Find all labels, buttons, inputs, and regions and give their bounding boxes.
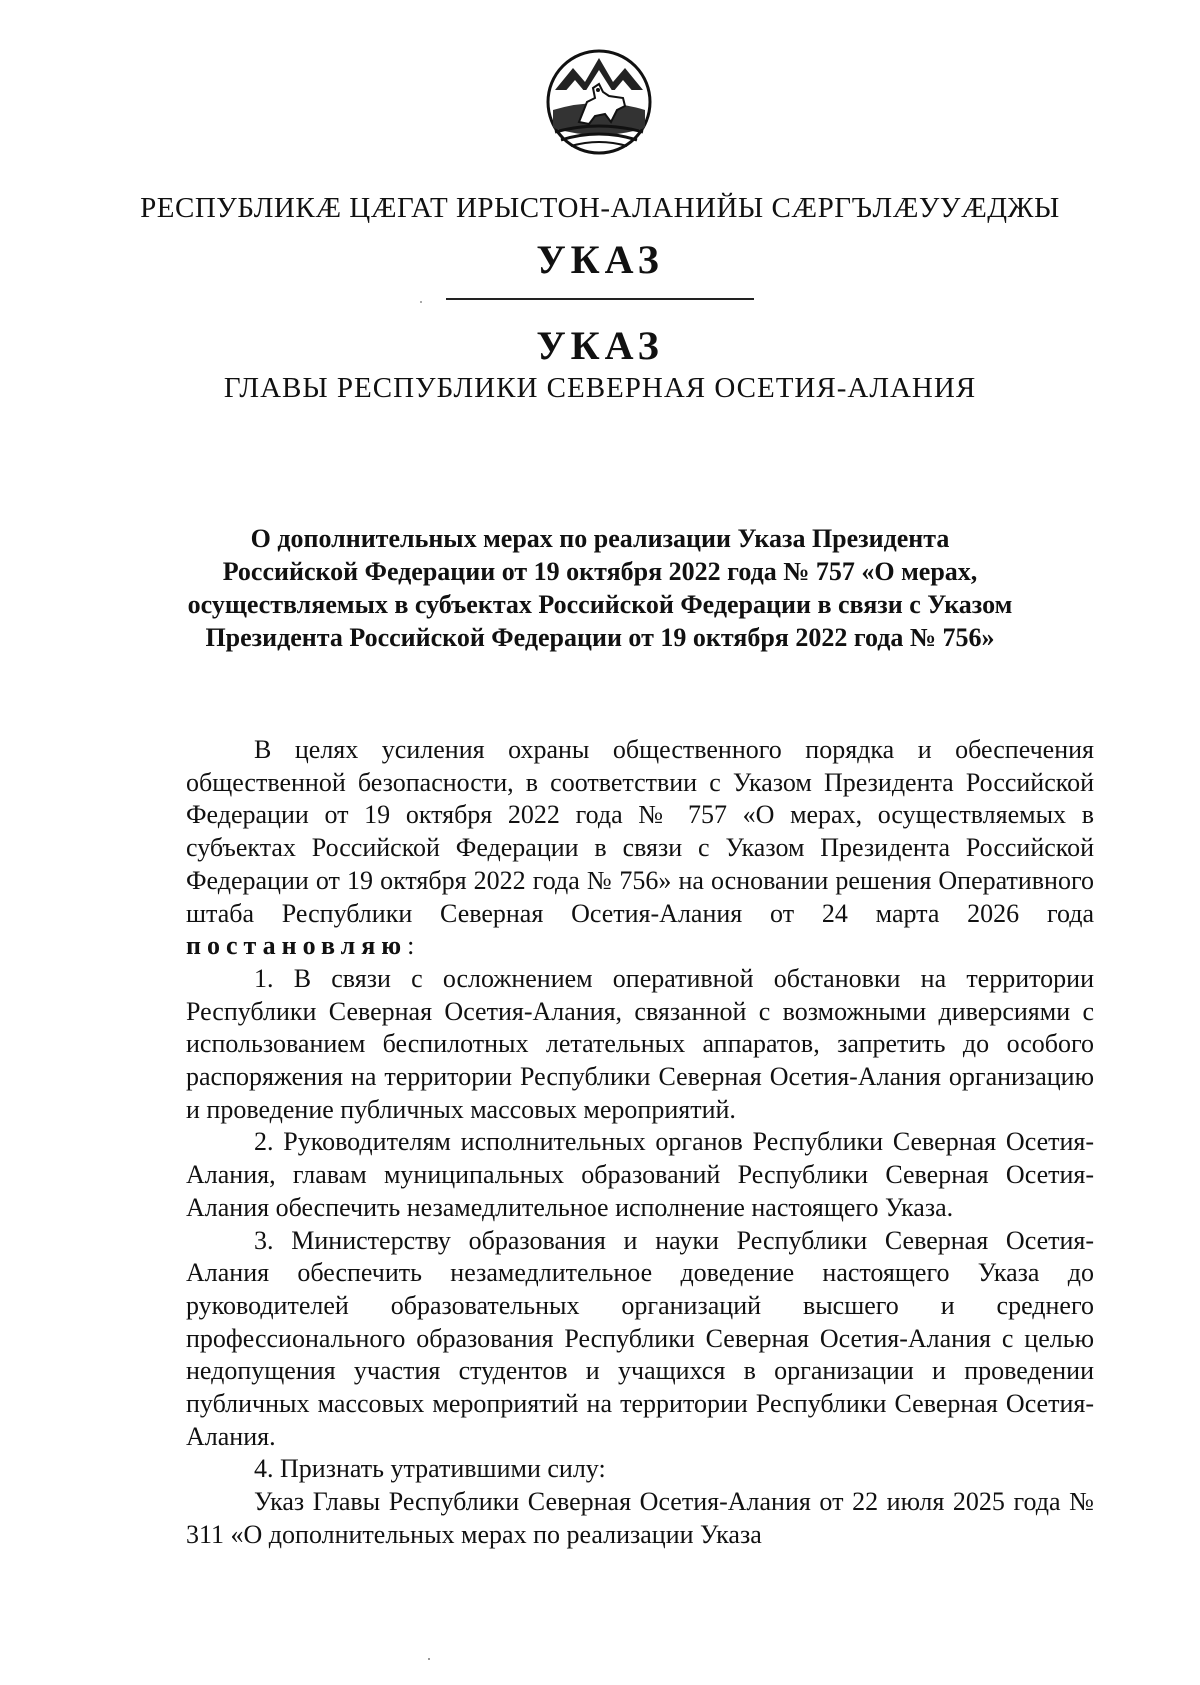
coat-of-arms-emblem <box>545 48 653 156</box>
issuer-line: ГЛАВЫ РЕСПУБЛИКИ СЕВЕРНАЯ ОСЕТИЯ-АЛАНИЯ <box>223 372 977 404</box>
scan-speck <box>420 301 422 303</box>
preamble-paragraph <box>186 734 1094 963</box>
ukaz-heading-ossetian: УКАЗ <box>536 237 664 282</box>
ossetian-header: РЕСПУБЛИКӔ ЦӔГАТ ИРЫСТОН-АЛАНИЙЫ СӔРГЪЛӔУУӔДЖЫ <box>140 192 1060 224</box>
item-2-paragraph: 2. Руководителям исполнительных органов Республики Северная Осетия-Алания, главам муниципальных образований Республики Северная Осетия-Алания обеспечить незамедлительное исполнение настоящего Указа. <box>186 1127 1094 1222</box>
ukaz-heading-russian: УКАЗ <box>536 323 664 368</box>
decree-word: постановляю <box>186 931 408 961</box>
item-4-paragraph: 4. Признать утратившими силу: <box>254 1454 606 1484</box>
preamble-text: В целях усиления охраны общественного порядка и обеспечения общественной безопасности, в соответствии с Указом Президента Российской Федерации от 19 октября 2022 года № 757 «О мерах, осуществляемых в субъектах Российской Федерации в связи с Указом Президента Российской Федерации от 19 октября 2022 года № 756» на основании решения Оперативного штаба Республики Северная Осетия-Алания от 24 марта 2026 года <box>186 735 1094 928</box>
decree-body <box>186 734 1094 1552</box>
scan-speck <box>428 1658 430 1660</box>
item-1-paragraph: 1. В связи с осложнением оперативной обстановки на территории Республики Северная Осетия-Алания, связанной с возможными диверсиями с использованием беспилотных летательных аппаратов, запретить до особого распоряжения на территории Республики Северная Осетия-Алания организацию и проведение публичных массовых мероприятий. <box>186 963 1094 1124</box>
decree-title <box>150 522 1050 654</box>
header-divider <box>446 298 754 300</box>
item-4-text-paragraph: Указ Главы Республики Северная Осетия-Алания от 22 июля 2025 года № 311 «О дополнительных мерах по реализации Указа <box>186 1487 1094 1549</box>
title-line: Российской Федерации от 19 октября 2022 года № 757 «О мерах, <box>222 557 978 586</box>
decree-colon: : <box>407 931 415 961</box>
title-line: Президента Российской Федерации от 19 октября 2022 года № 756» <box>205 623 995 652</box>
title-line: осуществляемых в субъектах Российской Федерации в связи с Указом <box>187 590 1013 619</box>
title-line: О дополнительных мерах по реализации Указа Президента <box>250 524 950 553</box>
item-3-paragraph: 3. Министерству образования и науки Республики Северная Осетия-Алания обеспечить незамедлительное доведение настоящего Указа до руководителей образовательных организаций высшего и среднего профессионального образования Республики Северная Осетия-Алания с целью недопущения участия студентов и учащихся в организации и проведении публичных массовых мероприятий на территории Республики Северная Осетия-Алания. <box>186 1225 1094 1451</box>
